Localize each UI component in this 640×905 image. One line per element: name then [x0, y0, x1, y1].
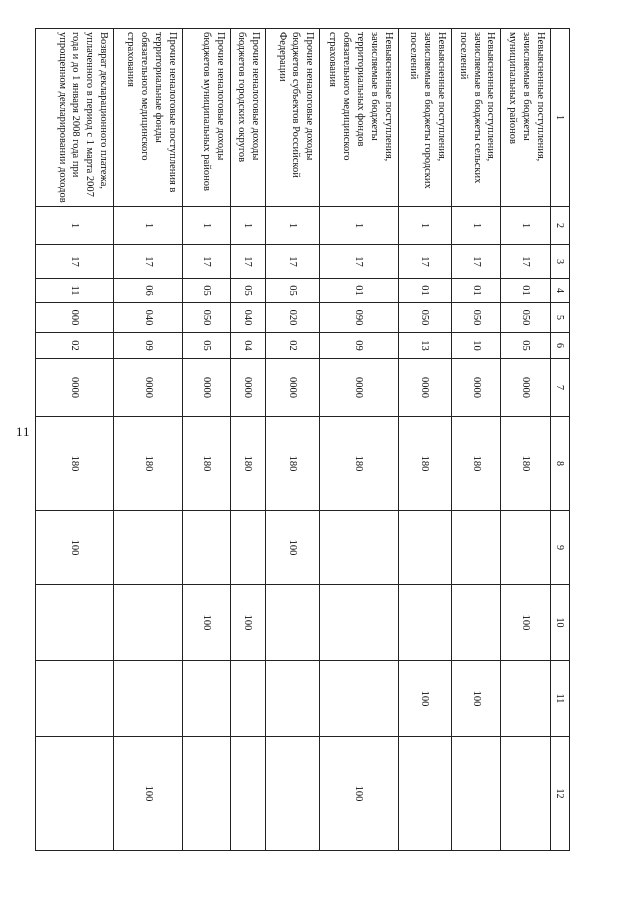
- table-row: [114, 29, 183, 851]
- row-value-cell: 180: [114, 417, 183, 511]
- row-value-cell: [266, 585, 320, 661]
- row-value-cell: 17: [398, 245, 451, 279]
- row-value-cell: [36, 737, 114, 851]
- row-value-cell: [501, 661, 551, 737]
- row-value-cell: [182, 511, 230, 585]
- row-name-cell: Прочие неналоговые доходы бюджетов субъектов Российской Федерации: [266, 29, 320, 207]
- row-value-cell: [114, 511, 183, 585]
- row-value-cell: [398, 737, 451, 851]
- row-value-cell: [114, 585, 183, 661]
- row-value-cell: 090: [320, 303, 398, 333]
- row-value-cell: 1: [451, 207, 501, 245]
- column-header: 1: [551, 29, 570, 207]
- row-value-cell: 0000: [266, 359, 320, 417]
- row-value-cell: [320, 511, 398, 585]
- column-header: 3: [551, 245, 570, 279]
- row-value-cell: 100: [36, 511, 114, 585]
- row-value-cell: 05: [182, 333, 230, 359]
- row-value-cell: 100: [320, 737, 398, 851]
- row-value-cell: 02: [36, 333, 114, 359]
- row-value-cell: 050: [398, 303, 451, 333]
- row-value-cell: 1: [398, 207, 451, 245]
- row-value-cell: 0000: [182, 359, 230, 417]
- column-header: 4: [551, 279, 570, 303]
- row-value-cell: 180: [501, 417, 551, 511]
- row-name-cell: Невыясненные поступления, зачисляемые в бюджеты сельских поселений: [451, 29, 501, 207]
- row-value-cell: 0000: [501, 359, 551, 417]
- row-name-cell: Возврат декларационного платежа, уплаченного в период с 1 марта 2007 года и до 1 января 2008 года при упрощенном декларировании доходов: [36, 29, 114, 207]
- row-value-cell: 100: [230, 585, 265, 661]
- row-name-cell: Невыясненные поступления, зачисляемые в бюджеты территориальных фондов обязательного медицинского страхования: [320, 29, 398, 207]
- row-name-cell: Невыясненные поступления, зачисляемые в бюджеты городских поселений: [398, 29, 451, 207]
- row-value-cell: 17: [114, 245, 183, 279]
- row-value-cell: 1: [266, 207, 320, 245]
- table-row: [320, 29, 398, 851]
- row-value-cell: 1: [230, 207, 265, 245]
- row-value-cell: 01: [501, 279, 551, 303]
- table-row: [36, 29, 114, 851]
- row-value-cell: 050: [182, 303, 230, 333]
- row-value-cell: 100: [114, 737, 183, 851]
- table-row: [182, 29, 230, 851]
- row-value-cell: 09: [114, 333, 183, 359]
- row-value-cell: [266, 737, 320, 851]
- row-value-cell: 180: [320, 417, 398, 511]
- row-name-cell: Прочие неналоговые доходы бюджетов городских округов: [230, 29, 265, 207]
- row-name-cell: Прочие неналоговые поступления в территориальные фонды обязательного медицинского страхования: [114, 29, 183, 207]
- row-value-cell: 040: [114, 303, 183, 333]
- row-value-cell: 17: [451, 245, 501, 279]
- row-value-cell: 05: [266, 279, 320, 303]
- row-value-cell: [398, 511, 451, 585]
- row-value-cell: [451, 585, 501, 661]
- row-value-cell: 1: [114, 207, 183, 245]
- row-value-cell: 100: [398, 661, 451, 737]
- row-value-cell: [451, 737, 501, 851]
- row-value-cell: [230, 661, 265, 737]
- row-value-cell: [320, 661, 398, 737]
- row-value-cell: 100: [451, 661, 501, 737]
- row-value-cell: 1: [182, 207, 230, 245]
- row-value-cell: 180: [36, 417, 114, 511]
- row-value-cell: 0000: [398, 359, 451, 417]
- row-value-cell: 020: [266, 303, 320, 333]
- row-value-cell: 05: [182, 279, 230, 303]
- rotated-table-container: [35, 28, 570, 850]
- row-value-cell: 0000: [36, 359, 114, 417]
- row-value-cell: 17: [182, 245, 230, 279]
- row-value-cell: 180: [451, 417, 501, 511]
- row-value-cell: 17: [36, 245, 114, 279]
- row-name-cell: Прочие неналоговые доходы бюджетов муниципальных районов: [182, 29, 230, 207]
- row-value-cell: 17: [501, 245, 551, 279]
- row-value-cell: 1: [36, 207, 114, 245]
- page-number: 11: [16, 424, 31, 439]
- row-value-cell: 17: [266, 245, 320, 279]
- row-value-cell: [230, 737, 265, 851]
- row-value-cell: 0000: [114, 359, 183, 417]
- row-value-cell: 05: [501, 333, 551, 359]
- row-value-cell: 09: [320, 333, 398, 359]
- column-header: 12: [551, 737, 570, 851]
- row-value-cell: [398, 585, 451, 661]
- table-row: [230, 29, 265, 851]
- row-value-cell: [230, 511, 265, 585]
- row-value-cell: [182, 661, 230, 737]
- row-value-cell: 180: [398, 417, 451, 511]
- table-row: [266, 29, 320, 851]
- row-value-cell: 05: [230, 279, 265, 303]
- row-value-cell: 01: [320, 279, 398, 303]
- row-value-cell: 02: [266, 333, 320, 359]
- row-value-cell: 13: [398, 333, 451, 359]
- row-value-cell: 06: [114, 279, 183, 303]
- column-header: 10: [551, 585, 570, 661]
- row-value-cell: [320, 585, 398, 661]
- row-value-cell: 0000: [230, 359, 265, 417]
- row-value-cell: [36, 661, 114, 737]
- column-header: 9: [551, 511, 570, 585]
- row-value-cell: 0000: [320, 359, 398, 417]
- row-value-cell: 11: [36, 279, 114, 303]
- budget-classification-table: [35, 28, 570, 851]
- row-value-cell: 040: [230, 303, 265, 333]
- row-value-cell: 100: [182, 585, 230, 661]
- row-value-cell: 04: [230, 333, 265, 359]
- table-row: [501, 29, 551, 851]
- row-value-cell: 0000: [451, 359, 501, 417]
- row-value-cell: [182, 737, 230, 851]
- row-value-cell: 1: [320, 207, 398, 245]
- row-value-cell: 050: [451, 303, 501, 333]
- row-value-cell: [266, 661, 320, 737]
- row-value-cell: 000: [36, 303, 114, 333]
- column-header: 11: [551, 661, 570, 737]
- row-value-cell: [501, 737, 551, 851]
- column-header: 6: [551, 333, 570, 359]
- row-value-cell: 100: [266, 511, 320, 585]
- row-value-cell: 180: [182, 417, 230, 511]
- header-row: [551, 29, 570, 851]
- row-value-cell: 050: [501, 303, 551, 333]
- row-value-cell: [36, 585, 114, 661]
- row-value-cell: [114, 661, 183, 737]
- column-header: 7: [551, 359, 570, 417]
- row-value-cell: 17: [320, 245, 398, 279]
- column-header: 5: [551, 303, 570, 333]
- row-value-cell: [501, 511, 551, 585]
- column-header: 2: [551, 207, 570, 245]
- column-header: 8: [551, 417, 570, 511]
- row-value-cell: 01: [451, 279, 501, 303]
- row-value-cell: 180: [230, 417, 265, 511]
- row-value-cell: 100: [501, 585, 551, 661]
- table-row: [398, 29, 451, 851]
- row-value-cell: 10: [451, 333, 501, 359]
- table-row: [451, 29, 501, 851]
- row-value-cell: 17: [230, 245, 265, 279]
- row-value-cell: 180: [266, 417, 320, 511]
- row-value-cell: 1: [501, 207, 551, 245]
- row-value-cell: [451, 511, 501, 585]
- row-name-cell: Невыясненные поступления, зачисляемые в бюджеты муниципальных районов: [501, 29, 551, 207]
- row-value-cell: 01: [398, 279, 451, 303]
